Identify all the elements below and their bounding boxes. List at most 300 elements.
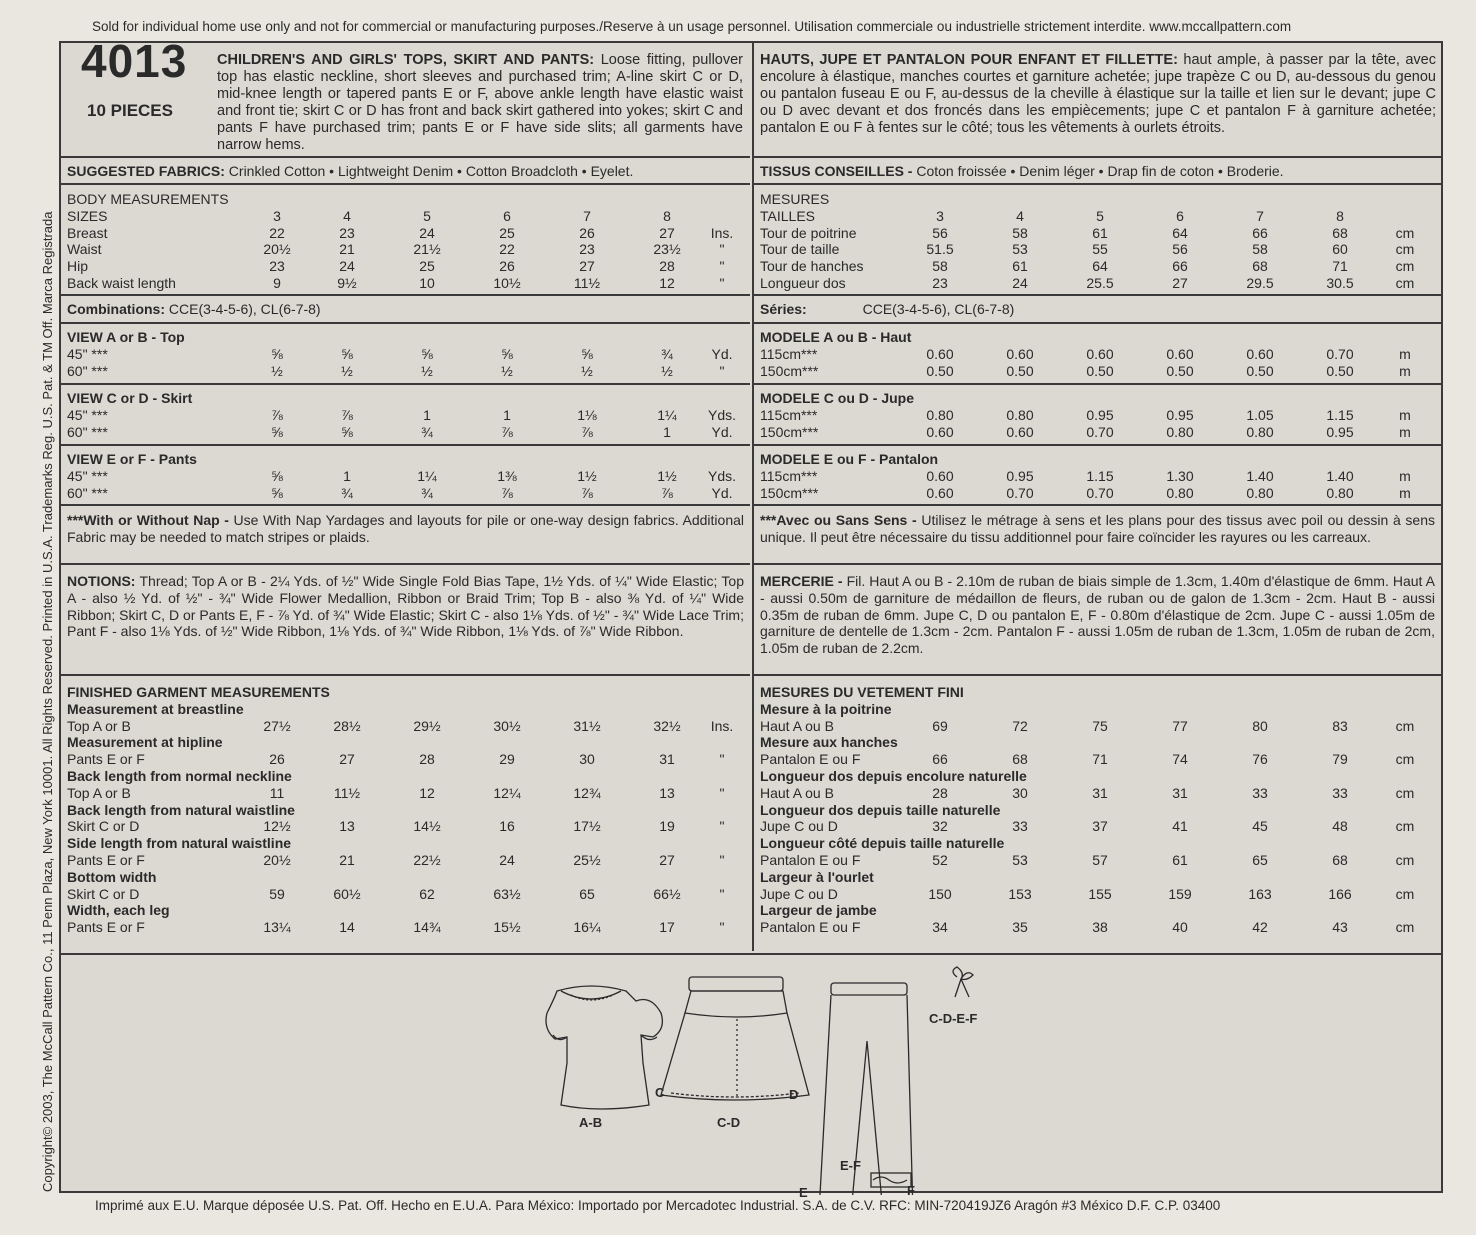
table-cell: 30 (1012, 784, 1028, 801)
combinations-text-fr: CCE(3-4-5-6), CL(6-7-8) (862, 301, 1015, 317)
table-row (67, 258, 744, 275)
table-cell: 6 (503, 207, 511, 224)
row-label: Tour de poitrine (760, 224, 857, 241)
row-label: 150cm*** (760, 423, 819, 440)
table-cell: 22 (269, 224, 285, 241)
table-cell: ⅝ (581, 345, 593, 362)
top-notice: Sold for individual home use only and not for commercial or manufacturing purposes./Reserve à un usage personnel. Utilisation commerciale ou industrielle strictement interdite. www.mccallpattern.com (92, 19, 1292, 34)
table-cell: 13 (659, 784, 675, 801)
table-cell: 166 (1328, 885, 1352, 902)
row-label: 45" *** (67, 345, 108, 362)
table-row (760, 258, 1435, 275)
table-cell: 4 (343, 207, 351, 224)
table-cell: 8 (663, 207, 671, 224)
row-label: Mesure aux hanches (760, 734, 898, 751)
table-row (760, 902, 1435, 919)
row-label: Skirt C or D (67, 885, 140, 902)
table-cell: ⅝ (501, 345, 513, 362)
row-label: 60" *** (67, 423, 108, 440)
top-label: A-B (579, 1115, 603, 1130)
description-title: CHILDREN'S AND GIRLS' TOPS, SKIRT AND PANTS: (217, 52, 595, 68)
table-cell: 150 (928, 885, 952, 902)
table-cell: 58 (1252, 241, 1268, 258)
table-cell: 64 (1172, 224, 1188, 241)
unit-cell: " (719, 274, 725, 291)
table-cell: 27 (659, 224, 675, 241)
table-cell: 0.50 (1246, 362, 1274, 379)
skirt-right-label: D (789, 1087, 799, 1102)
table-cell: 66 (1172, 258, 1188, 275)
table-cell: ⅝ (271, 423, 283, 440)
notions-label-fr: MERCERIE - (760, 573, 843, 589)
table-cell: 11½ (333, 784, 361, 801)
table-cell: 58 (932, 258, 948, 275)
table-row (760, 802, 1435, 819)
table-cell: 0.60 (926, 345, 954, 362)
table-cell: ½ (501, 362, 513, 379)
row-label: Pantalon E ou F (760, 851, 861, 868)
table-cell: 33 (1332, 784, 1348, 801)
finished-measurements-section (61, 676, 750, 951)
nap-section-fr (754, 506, 1441, 565)
table-cell: 8 (1336, 207, 1344, 224)
table-row (760, 919, 1435, 936)
table-row (67, 390, 744, 407)
row-label: Pants E or F (67, 751, 145, 768)
table-cell: 20½ (263, 241, 291, 258)
table-row (760, 208, 1435, 225)
pattern-envelope-back (59, 35, 1443, 1200)
table-cell: 55 (1092, 241, 1108, 258)
table-cell: 1.15 (1086, 467, 1114, 484)
combinations-label: Combinations: (67, 301, 165, 317)
table-cell: 0.80 (926, 406, 954, 423)
row-label: 45" *** (67, 406, 108, 423)
table-cell: 58 (1012, 224, 1028, 241)
table-cell: 5 (1096, 207, 1104, 224)
table-cell: 0.50 (1326, 362, 1354, 379)
description-title-fr: HAUTS, JUPE ET PANTALON POUR ENFANT ET FILLETTE: (760, 52, 1178, 68)
row-label: TAILLES (760, 207, 815, 224)
table-cell: 27½ (263, 717, 291, 734)
table-cell: 12¼ (493, 784, 521, 801)
unit-cell: cm (1395, 224, 1415, 241)
row-label: Largeur de jambe (760, 902, 877, 919)
view-ef-section-fr (754, 446, 1441, 506)
table-cell: ⅞ (581, 484, 593, 501)
table-cell: ⅞ (581, 423, 593, 440)
table-cell: 1.15 (1326, 406, 1354, 423)
unit-cell: m (1399, 484, 1411, 501)
unit-cell: Yd. (711, 484, 733, 501)
row-label: MODELE C ou D - Jupe (760, 390, 914, 406)
table-cell: ¾ (421, 484, 433, 501)
table-cell: 29½ (413, 717, 441, 734)
table-cell: 0.80 (1326, 484, 1354, 501)
table-row (67, 785, 744, 802)
table-row (67, 768, 744, 785)
table-cell: 1⅜ (497, 467, 517, 484)
fabrics-label: SUGGESTED FABRICS: (67, 163, 225, 179)
table-cell: 5 (423, 207, 431, 224)
table-cell: 0.60 (1006, 345, 1034, 362)
table-cell: 0.80 (1246, 484, 1274, 501)
row-label: MODELE E ou F - Pantalon (760, 451, 939, 467)
table-cell: 26 (499, 258, 515, 275)
table-cell: 153 (1008, 885, 1032, 902)
table-cell: 0.50 (926, 362, 954, 379)
row-label: Pants E or F (67, 851, 145, 868)
view-ab-section (61, 324, 750, 385)
table-cell: 0.80 (1006, 406, 1034, 423)
table-cell: 24 (419, 224, 435, 241)
table-cell: 25½ (573, 851, 601, 868)
table-cell: 15½ (493, 919, 521, 936)
table-cell: ⅝ (341, 423, 353, 440)
nap-section (61, 506, 750, 565)
row-label: Hip (67, 258, 89, 275)
pants-label: E-F (840, 1158, 861, 1173)
description-section-fr (754, 43, 1441, 158)
table-row (67, 886, 744, 903)
table-cell: ⅞ (271, 406, 283, 423)
table-cell: 0.80 (1166, 484, 1194, 501)
row-label: Haut A ou B (760, 784, 834, 801)
table-row (760, 424, 1435, 441)
unit-cell: cm (1395, 241, 1415, 258)
row-label: Longueur dos depuis taille naturelle (760, 801, 1001, 818)
table-cell: ½ (581, 362, 593, 379)
nap-label-fr: ***Avec ou Sans Sens - (760, 512, 917, 528)
table-cell: 53 (1012, 241, 1028, 258)
table-row (760, 407, 1435, 424)
garment-sketches (61, 955, 1441, 1195)
table-cell: 24 (499, 851, 515, 868)
table-cell: 0.95 (1086, 406, 1114, 423)
skirt-label: C-D (717, 1115, 741, 1130)
table-cell: 12 (659, 274, 675, 291)
row-label: Back length from normal neckline (67, 767, 292, 784)
table-cell: 3 (936, 207, 944, 224)
table-cell: 14¾ (413, 919, 441, 936)
row-label: Skirt C or D (67, 818, 140, 835)
table-row (760, 329, 1435, 346)
table-cell: 32½ (653, 717, 681, 734)
table-cell: 60 (1332, 241, 1348, 258)
table-cell: 4 (1016, 207, 1024, 224)
table-row (67, 424, 744, 441)
table-cell: 29 (499, 751, 515, 768)
row-label: Top A or B (67, 784, 131, 801)
table-row (67, 275, 744, 292)
row-label: Tour de taille (760, 241, 840, 258)
row-label: FINISHED GARMENT MEASUREMENTS (67, 684, 330, 700)
table-cell: ¾ (661, 345, 673, 362)
table-cell: 9 (273, 274, 281, 291)
table-cell: 27 (339, 751, 355, 768)
unit-cell: " (719, 784, 725, 801)
table-row (67, 734, 744, 751)
side-notice: Copyright© 2003, The McCall Pattern Co., 11 Penn Plaza, New York 10001. All Rights Reserved. Printed in U.S.A. Trademarks Reg. U.S. Pat. & TM Off. Marca Registrada (39, 211, 55, 1192)
row-label: Pantalon E ou F (760, 751, 861, 768)
top-sketch (546, 986, 665, 1109)
table-cell: 1 (423, 406, 431, 423)
unit-cell: " (719, 919, 725, 936)
table-cell: 26 (579, 224, 595, 241)
table-cell: 1⅛ (577, 406, 597, 423)
table-row (67, 241, 744, 258)
table-cell: 22½ (413, 851, 441, 868)
notions-text-fr: Fil. Haut A ou B - 2.10m de ruban de biais simple de 1.3cm, 1.40m d'élastique de 6mm. Haut A - aussi 0.50m de garniture de médaillon de fleurs, de ruban ou de galon de 1.3cm - 2cm. Haut B - aussi 0.35m de ruban de 6mm. Jupe C, D ou pantalon E, F - 0.80m d'élastique de 2cm. Jupe C - aussi 1.05m de garniture de dentelle de 1.3cm - 2cm. Pantalon F - aussi 1.05m de ruban de 1.3cm, 1.05m de ruban de 2cm, 1.05m de ruban de 2.2cm. (760, 573, 1436, 657)
row-label: Measurement at breastline (67, 700, 244, 717)
row-label: Side length from natural waistline (67, 835, 292, 852)
table-cell: 1¼ (657, 406, 677, 423)
table-cell: 0.60 (1086, 345, 1114, 362)
table-cell: 28½ (333, 717, 361, 734)
table-cell: ½ (271, 362, 283, 379)
illustrations-area (61, 953, 1441, 1200)
table-cell: 0.80 (1246, 423, 1274, 440)
table-cell: 83 (1332, 717, 1348, 734)
table-cell: 21½ (413, 241, 441, 258)
french-column (752, 43, 1441, 951)
table-cell: 23 (932, 274, 948, 291)
table-cell: ⅝ (271, 345, 283, 362)
table-cell: 0.60 (1166, 345, 1194, 362)
row-label: 115cm*** (760, 467, 818, 484)
table-row (67, 363, 744, 380)
table-cell: 68 (1012, 751, 1028, 768)
unit-cell: cm (1395, 919, 1415, 936)
row-label: Mesure à la poitrine (760, 700, 892, 717)
unit-cell: m (1399, 467, 1411, 484)
table-row (67, 802, 744, 819)
unit-cell: cm (1395, 851, 1415, 868)
table-cell: 13 (339, 818, 355, 835)
unit-cell: " (719, 258, 725, 275)
unit-cell: Ins. (710, 717, 734, 734)
table-row (760, 451, 1435, 468)
table-cell: 1.05 (1246, 406, 1274, 423)
table-cell: ⅞ (501, 423, 513, 440)
table-cell: 79 (1332, 751, 1348, 768)
table-cell: 0.60 (926, 467, 954, 484)
description-text-fr (760, 52, 1436, 137)
table-cell: 30½ (493, 717, 521, 734)
row-label: Back waist length (67, 274, 176, 291)
row-label: 150cm*** (760, 484, 819, 501)
table-cell: 0.70 (1006, 484, 1034, 501)
row-label: MESURES DU VETEMENT FINI (760, 684, 964, 700)
table-cell: 61 (1012, 258, 1028, 275)
unit-cell: " (719, 818, 725, 835)
table-cell: 45 (1252, 818, 1268, 835)
table-row (760, 718, 1435, 735)
table-cell: 48 (1332, 818, 1348, 835)
table-cell: 24 (1012, 274, 1028, 291)
table-cell: 41 (1172, 818, 1188, 835)
skirt-sketch (661, 977, 809, 1100)
table-cell: 7 (1256, 207, 1264, 224)
table-cell: 31 (1092, 784, 1108, 801)
unit-cell: Yds. (707, 406, 736, 423)
table-cell: 25 (419, 258, 435, 275)
row-label: Tour de hanches (760, 258, 864, 275)
table-cell: 52 (932, 851, 948, 868)
table-cell: 1¼ (417, 467, 437, 484)
table-cell: ⅝ (271, 484, 283, 501)
table-row (67, 751, 744, 768)
row-label: BODY MEASUREMENTS (67, 191, 229, 207)
table-cell: 80 (1252, 717, 1268, 734)
table-cell: ¾ (421, 423, 433, 440)
table-cell: 51.5 (926, 241, 954, 258)
table-cell: 1 (663, 423, 671, 440)
table-cell: ⅞ (501, 484, 513, 501)
unit-cell: Yds. (707, 467, 736, 484)
table-cell: 0.95 (1006, 467, 1034, 484)
finished-measurements-section-fr (754, 676, 1441, 951)
table-cell: 61 (1092, 224, 1108, 241)
table-cell: ⅞ (661, 484, 673, 501)
table-row (760, 346, 1435, 363)
table-cell: 40 (1172, 919, 1188, 936)
table-cell: 33 (1012, 818, 1028, 835)
table-row (67, 835, 744, 852)
table-cell: 16¼ (573, 919, 601, 936)
table-cell: 75 (1092, 717, 1108, 734)
table-row (67, 902, 744, 919)
table-cell: 71 (1332, 258, 1348, 275)
table-cell: 68 (1332, 224, 1348, 241)
notions-text: Thread; Top A or B - 2¼ Yds. of ½" Wide Single Fold Bias Tape, 1½ Yds. of ¼" Wide Elastic; Top A - also ½ Yd. of ½" - ¾" Wide Flower Medallion, Ribbon or Braid Trim; Top B - also ⅜ Yd. of ¼" Wide Ribbon; Skirt C, D or Pants E, F - ⅞ Yd. of ¾" Wide Elastic; Skirt C - also 1⅛ Yds. of ½" - ¾" Wide Lace Trim; Pant F - also 1⅛ Yds. of ½" Wide Ribbon, 1⅛ Yds. of ¾" Wide Ribbon, 1⅛ Yds. of ⅞" Wide Ribbon. (67, 573, 745, 640)
table-cell: 16 (499, 818, 515, 835)
table-cell: 35 (1012, 919, 1028, 936)
table-cell: 14½ (413, 818, 441, 835)
row-label: Back length from natural waistline (67, 801, 295, 818)
view-cd-section-fr (754, 385, 1441, 446)
table-row (67, 225, 744, 242)
row-label: Pantalon E ou F (760, 919, 861, 936)
table-row (760, 275, 1435, 292)
pattern-number: 4013 (81, 35, 188, 87)
table-cell: 25 (499, 224, 515, 241)
table-cell: 22 (499, 241, 515, 258)
table-row (760, 768, 1435, 785)
table-cell: 0.50 (1086, 362, 1114, 379)
row-label: 60" *** (67, 484, 108, 501)
table-row (760, 363, 1435, 380)
table-cell: 63½ (493, 885, 521, 902)
combinations-text: CCE(3-4-5-6), CL(6-7-8) (168, 301, 321, 317)
table-cell: 23 (339, 224, 355, 241)
table-row (67, 701, 744, 718)
table-cell: 32 (932, 818, 948, 835)
row-label: 150cm*** (760, 362, 819, 379)
row-label: VIEW E or F - Pants (67, 451, 197, 467)
table-cell: 163 (1248, 885, 1272, 902)
table-row (67, 329, 744, 346)
table-cell: 11½ (573, 274, 601, 291)
table-cell: 33 (1252, 784, 1268, 801)
table-cell: 24 (339, 258, 355, 275)
unit-cell: m (1399, 345, 1411, 362)
nap-label: ***With or Without Nap - (67, 512, 229, 528)
row-label: 45" *** (67, 467, 108, 484)
table-row (760, 785, 1435, 802)
table-cell: 19 (659, 818, 675, 835)
table-row (67, 818, 744, 835)
row-label: Waist (67, 241, 102, 258)
table-cell: 56 (932, 224, 948, 241)
table-cell: 10½ (493, 274, 521, 291)
table-cell: 23 (579, 241, 595, 258)
fabrics-section (61, 158, 750, 185)
view-ab-section-fr (754, 324, 1441, 385)
table-row (67, 485, 744, 502)
unit-cell: cm (1395, 784, 1415, 801)
table-row (760, 701, 1435, 718)
table-cell: 57 (1092, 851, 1108, 868)
pieces-count: 10 PIECES (87, 101, 173, 120)
unit-cell: cm (1395, 751, 1415, 768)
table-cell: 28 (419, 751, 435, 768)
body-measurements-section (61, 185, 750, 296)
row-label: Bottom width (67, 868, 157, 885)
unit-cell: Yd. (711, 345, 733, 362)
table-cell: 0.60 (926, 423, 954, 440)
table-cell: ½ (661, 362, 673, 379)
table-cell: ⅝ (271, 467, 283, 484)
unit-cell: m (1399, 406, 1411, 423)
table-cell: 60½ (333, 885, 361, 902)
table-cell: 68 (1252, 258, 1268, 275)
table-cell: 12½ (263, 818, 291, 835)
row-label: Top A or B (67, 717, 131, 734)
pants-right-label: F (907, 1183, 915, 1198)
table-cell: 23 (269, 258, 285, 275)
table-cell: 17½ (573, 818, 601, 835)
table-cell: 38 (1092, 919, 1108, 936)
table-cell: 6 (1176, 207, 1184, 224)
description-section (61, 35, 750, 158)
table-row (760, 191, 1435, 208)
table-cell: 31½ (573, 717, 601, 734)
table-cell: 0.60 (1006, 423, 1034, 440)
notions-section (61, 565, 750, 676)
table-cell: 59 (269, 885, 285, 902)
table-cell: 1½ (577, 467, 597, 484)
row-label: Haut A ou B (760, 717, 834, 734)
table-cell: 1.30 (1166, 467, 1194, 484)
table-row (760, 485, 1435, 502)
table-row (67, 718, 744, 735)
table-row (760, 734, 1435, 751)
table-cell: 27 (579, 258, 595, 275)
description-body: Loose fitting, pullover top has elastic neckline, short sleeves and purchased trim; A-line skirt C or D, mid-knee length or tapered pants E or F, above ankle length have elastic waist and front tie; skirt C or D has front and back skirt gathered into yokes; skirt C and pants F have purchased trim; pants E or F have side slits; all garments have narrow hems. (217, 52, 744, 153)
table-cell: ⅞ (341, 406, 353, 423)
table-cell: 77 (1172, 717, 1188, 734)
table-cell: 53 (1012, 851, 1028, 868)
description-body-fr: haut ample, à passer par la tête, avec encolure à élastique, manches courtes et garniture achetée; jupe trapèze C ou D, au-dessous du genou ou pantalon fuseau E ou F, au-dessus de la cheville à élastique sur la taille et lien sur le devant; jupe C ou D avec devant et dos froncés dans les empiècements; jupe C et pantalon F à garniture achetée; pantalon E ou F à fentes sur le côté; tous les vêtements à ourlets étroits. (760, 52, 1436, 136)
unit-cell: cm (1395, 885, 1415, 902)
table-cell: 0.60 (926, 484, 954, 501)
table-cell: 62 (419, 885, 435, 902)
table-row (760, 684, 1435, 701)
nap-text-fr: Utilisez le métrage à sens et les plans pour des tissus avec poil ou dessin à sens unique. Il peut être nécessaire du tissu additionnel pour faire coïncider les rayures ou les carreaux. (760, 512, 1435, 545)
table-cell: 64 (1092, 258, 1108, 275)
pants-sketch (819, 983, 913, 1195)
